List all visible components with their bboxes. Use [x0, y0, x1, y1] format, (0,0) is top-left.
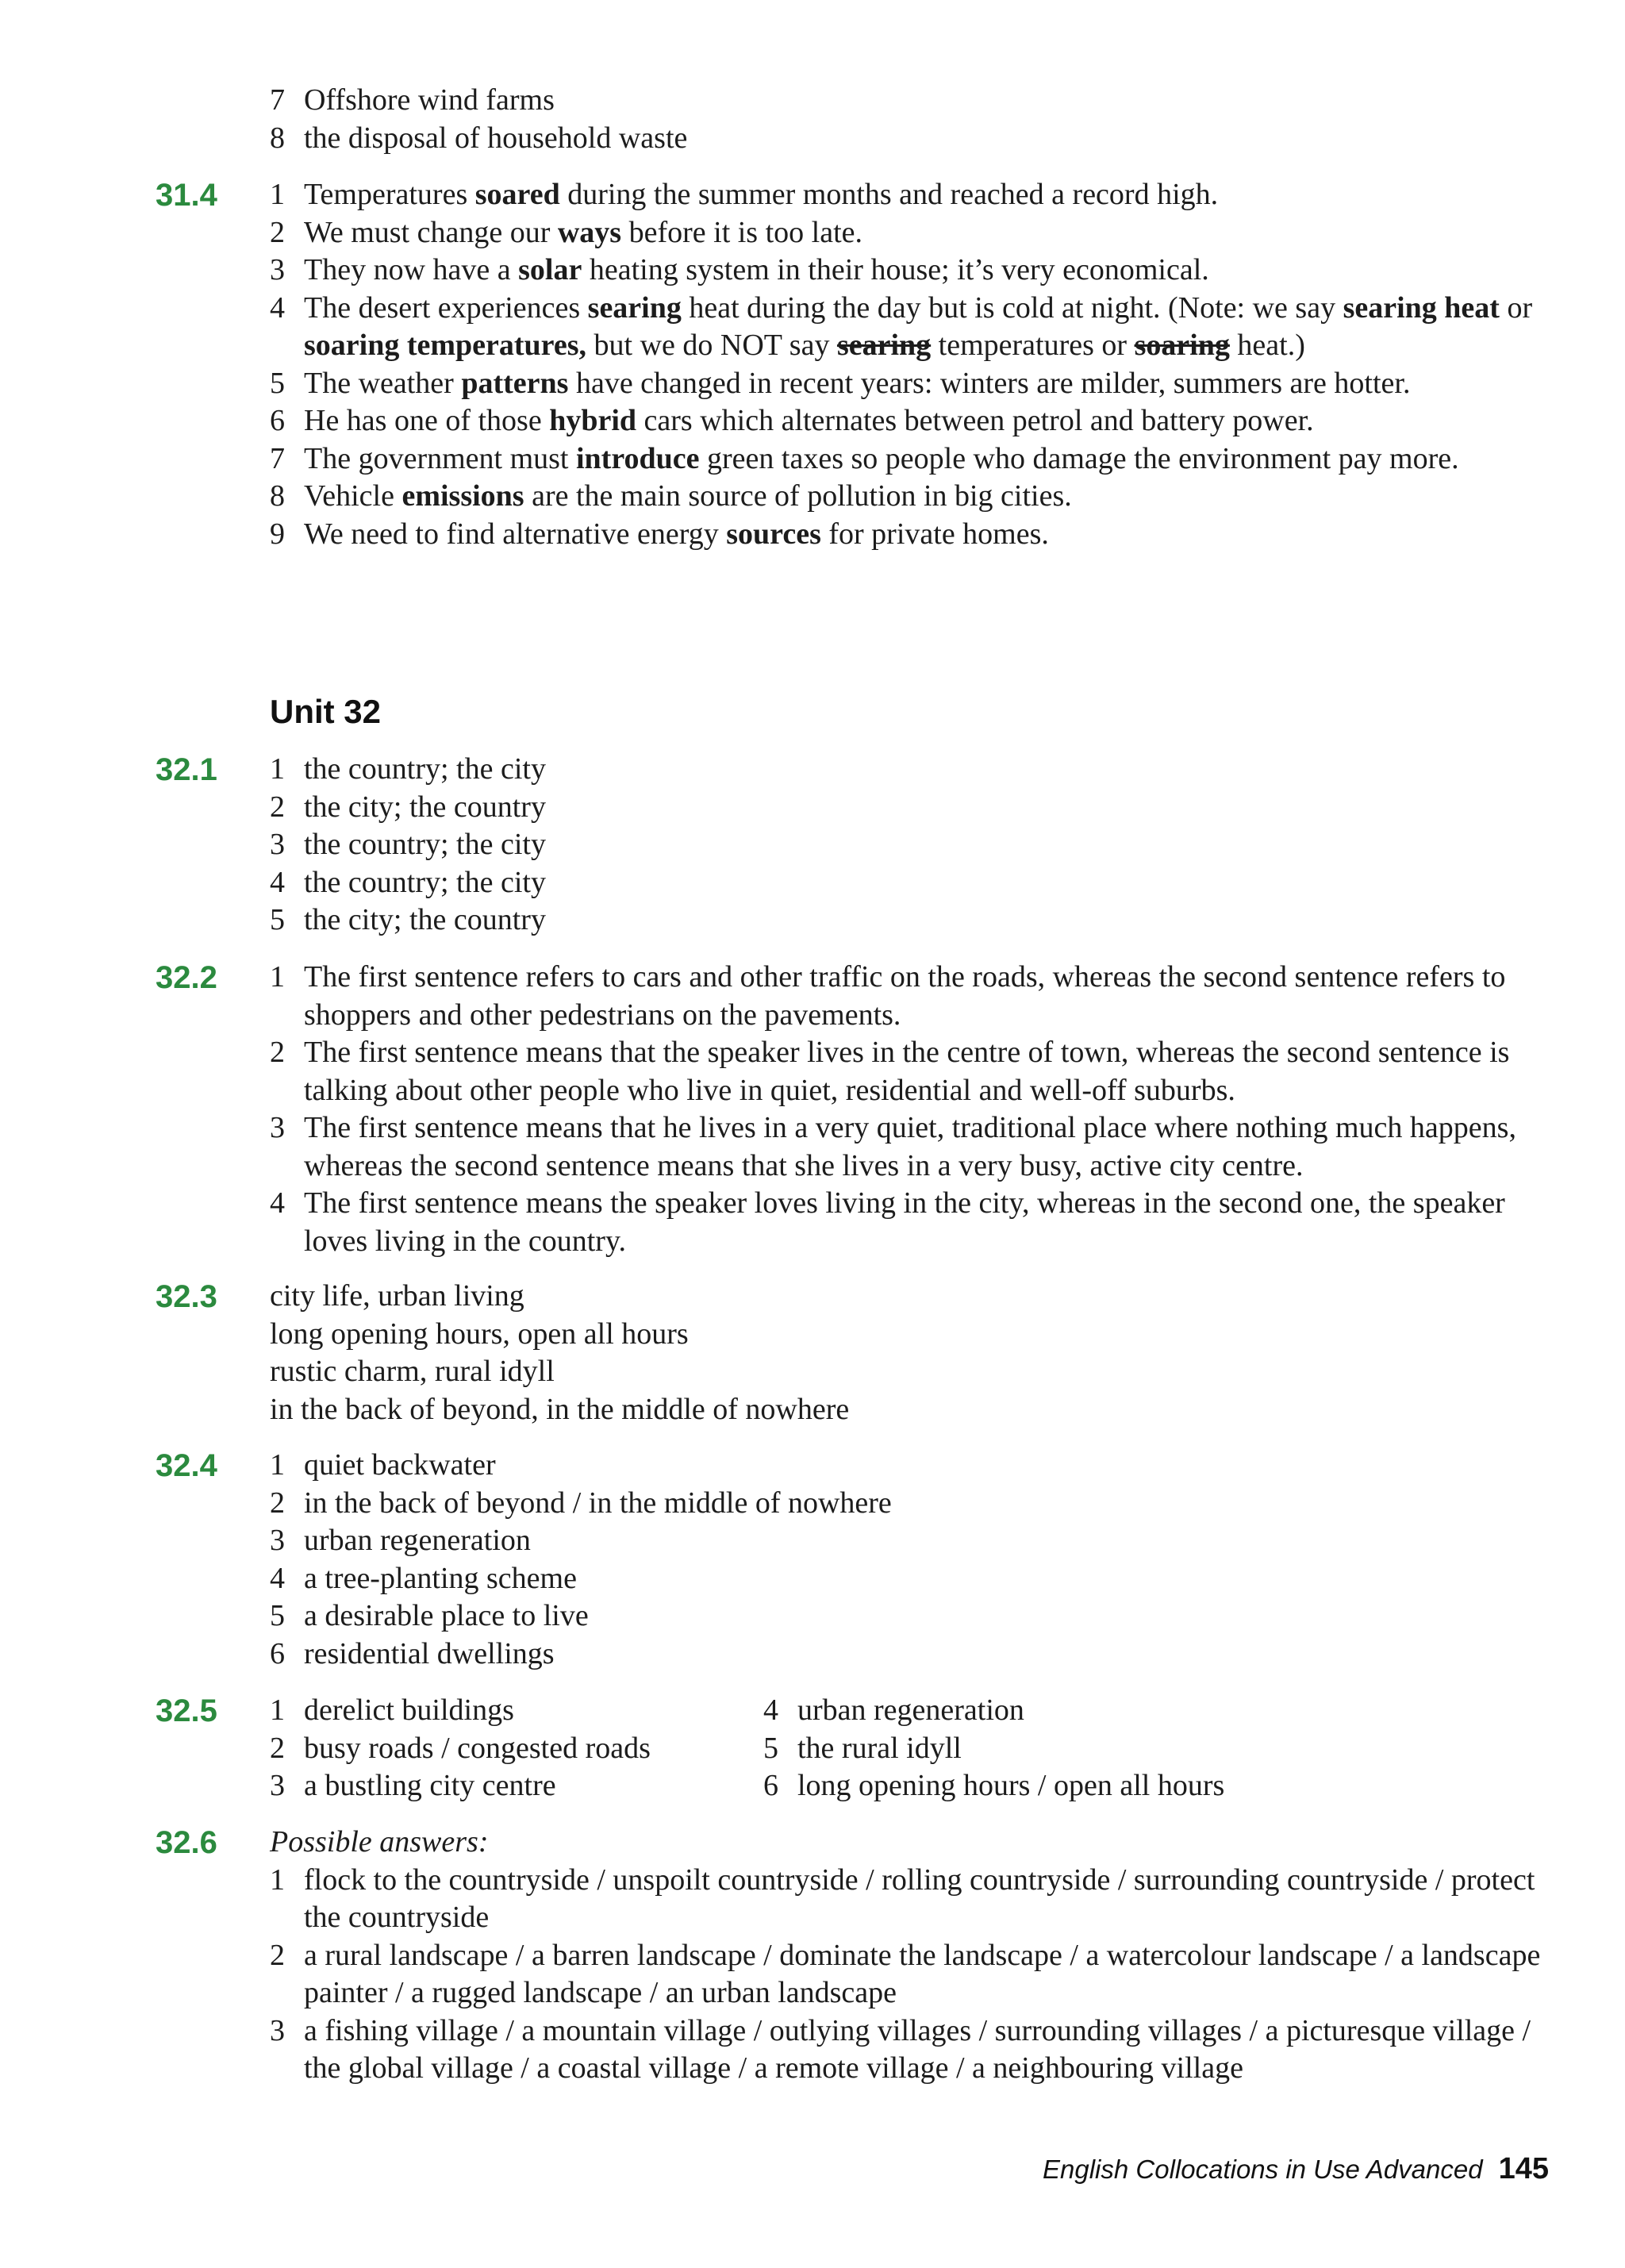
answer-list: [270, 1447, 1555, 1673]
item-number: 1: [270, 752, 285, 786]
item-number: 2: [270, 790, 285, 824]
answer-item: [763, 1730, 1257, 1768]
answer-item: [270, 120, 1555, 158]
answer-column-right: [763, 1692, 1257, 1805]
item-number: 6: [763, 1769, 778, 1802]
answer-list: [270, 82, 1555, 157]
answer-text: long opening hours / open all hours: [797, 1769, 1225, 1802]
item-number: 3: [270, 828, 285, 861]
item-number: 1: [270, 960, 285, 994]
answer-item: [270, 1862, 1555, 1937]
answer-text: quiet backwater: [304, 1448, 496, 1482]
answer-item: [270, 1597, 1555, 1636]
answer-item: [270, 365, 1555, 403]
answer-item: [270, 1692, 763, 1730]
exercise-number: 32.5: [156, 1693, 217, 1728]
item-number: 9: [270, 517, 285, 551]
answer-item: [270, 214, 1555, 252]
answer-item: [270, 1767, 763, 1805]
answer-item: long opening hours, open all hours: [270, 1317, 689, 1351]
answer-item: [763, 1692, 1257, 1730]
answer-text: They now have a solar heating system in their house; it’s very economical.: [304, 253, 1209, 286]
item-number: 6: [270, 1636, 285, 1670]
answer-text: a tree-planting scheme: [304, 1561, 577, 1595]
answer-item: [270, 826, 1555, 864]
item-number: 3: [270, 1524, 285, 1557]
answer-columns: [270, 1692, 1555, 1805]
exercise-number: 32.1: [156, 752, 217, 787]
item-number: 6: [270, 404, 285, 437]
answer-item: [270, 1109, 1555, 1185]
answer-item: [270, 959, 1555, 1034]
answer-text: derelict buildings: [304, 1693, 514, 1727]
answer-item: city life, urban living: [270, 1279, 524, 1313]
answer-text: Offshore wind farms: [304, 83, 555, 117]
answer-item: [270, 1730, 763, 1768]
answer-item: [270, 901, 1555, 940]
page-footer: [1043, 2152, 1549, 2186]
answer-item: [270, 516, 1555, 554]
answer-text: The first sentence refers to cars and other traffic on the roads, whereas the second sentence refers to shoppers and other pedestrians on the pavements.: [304, 960, 1506, 1032]
answer-list: [270, 1278, 1555, 1428]
answer-text: the disposal of household waste: [304, 121, 688, 155]
answer-item: [270, 751, 1555, 789]
answer-item: [270, 82, 1555, 120]
item-number: 1: [270, 1693, 285, 1727]
answer-text: residential dwellings: [304, 1636, 555, 1670]
answer-text: urban regeneration: [797, 1693, 1024, 1727]
exercise-number: 32.2: [156, 960, 217, 995]
page-number: 145: [1498, 2152, 1549, 2185]
exercise-number: 32.4: [156, 1448, 217, 1483]
answer-text: a desirable place to live: [304, 1599, 589, 1632]
item-number: 4: [270, 865, 285, 899]
answer-list: [270, 959, 1555, 1260]
answer-text: flock to the countryside / unspoilt countryside / rolling countryside / surrounding countryside / protect the countryside: [304, 1862, 1535, 1934]
item-number: 8: [270, 479, 285, 513]
answer-text: He has one of those hybrid cars which alternates between petrol and battery power.: [304, 404, 1314, 437]
answer-text: the country; the city: [304, 865, 546, 899]
item-number: 5: [270, 366, 285, 400]
exercise-number: 31.4: [156, 178, 217, 213]
answer-column-left: [270, 1692, 763, 1805]
answer-text: busy roads / congested roads: [304, 1731, 651, 1765]
item-number: 2: [270, 1938, 285, 1972]
answer-item: [270, 789, 1555, 827]
unit-heading: Unit 32: [270, 693, 382, 730]
answer-item: [270, 1185, 1555, 1260]
answer-text: a fishing village / a mountain village / outlying villages / surrounding villages / a picturesque village / the global village / a coastal village / a remote village / a neighbouring village: [304, 2013, 1531, 2085]
answer-item: [270, 402, 1555, 440]
item-number: 3: [270, 2013, 285, 2047]
answer-item: [270, 1485, 1555, 1523]
answer-text: urban regeneration: [304, 1524, 531, 1557]
answer-item: [270, 1560, 1555, 1598]
answer-item: [270, 440, 1555, 479]
book-title: English Collocations in Use Advanced: [1043, 2155, 1483, 2184]
answer-text: the country; the city: [304, 828, 546, 861]
answer-text: Temperatures soared during the summer months and reached a record high.: [304, 178, 1219, 211]
item-number: 4: [270, 1186, 285, 1220]
answer-text: The first sentence means that the speaker lives in the centre of town, whereas the second sentence is talking about other people who live in quiet, residential and well-off suburbs.: [304, 1036, 1510, 1107]
answer-item: [270, 2012, 1555, 2088]
answer-text: We need to find alternative energy sources for private homes.: [304, 517, 1049, 551]
answer-item: [270, 252, 1555, 290]
item-number: 3: [270, 1769, 285, 1802]
answer-text: The government must introduce green taxes so people who damage the environment pay more.: [304, 441, 1459, 475]
item-number: 5: [270, 1599, 285, 1632]
item-number: 2: [270, 1036, 285, 1069]
answer-item: [270, 1447, 1555, 1485]
answer-item: [270, 176, 1555, 214]
answer-item: rustic charm, rural idyll: [270, 1355, 555, 1388]
answer-list: [270, 176, 1555, 553]
answer-text: The first sentence means the speaker loves living in the city, whereas in the second one, the speaker loves living in the country.: [304, 1186, 1505, 1258]
answer-text: in the back of beyond / in the middle of nowhere: [304, 1486, 892, 1520]
item-number: 5: [270, 903, 285, 936]
item-number: 3: [270, 253, 285, 286]
answer-text: The first sentence means that he lives in a very quiet, traditional place where nothing much happens, whereas the second sentence means that she lives in a very busy, active city centre.: [304, 1111, 1516, 1182]
answer-text: a rural landscape / a barren landscape / dominate the landscape / a watercolour landscape / a landscape painter / a rugged landscape / an urban landscape: [304, 1938, 1541, 2009]
possible-answers-label: Possible answers:: [270, 1825, 489, 1859]
answer-text: Vehicle emissions are the main source of pollution in big cities.: [304, 479, 1072, 513]
item-number: 8: [270, 121, 285, 155]
item-number: 3: [270, 1111, 285, 1144]
item-number: 2: [270, 1731, 285, 1765]
answer-item: [763, 1767, 1257, 1805]
item-number: 5: [763, 1731, 778, 1765]
item-number: 1: [270, 178, 285, 211]
answer-item: [270, 864, 1555, 902]
item-number: 4: [270, 290, 285, 325]
answer-text: a bustling city centre: [304, 1769, 556, 1802]
item-number: 1: [270, 1448, 285, 1482]
item-number: 7: [270, 441, 285, 475]
answer-text: We must change our ways before it is too late.: [304, 215, 863, 249]
exercise-number: 32.6: [156, 1825, 217, 1860]
answer-list: [270, 1862, 1555, 2088]
item-number: 1: [270, 1862, 285, 1897]
answer-text: The weather patterns have changed in recent years: winters are milder, summers are hotter.: [304, 366, 1411, 400]
answer-item: [270, 478, 1555, 516]
answer-text: The desert experiences searing heat during the day but is cold at night. (Note: we say searing heat or soaring temperatures, but we do NOT say searing temperatures or soaring heat.): [304, 290, 1533, 362]
item-number: 4: [763, 1693, 778, 1727]
answer-item: [270, 1522, 1555, 1560]
exercise-number: 32.3: [156, 1279, 217, 1314]
answer-item: [270, 1034, 1555, 1109]
answer-text: the country; the city: [304, 752, 546, 786]
answer-text: the city; the country: [304, 790, 546, 824]
answer-item: [270, 290, 1555, 365]
answer-item: in the back of beyond, in the middle of nowhere: [270, 1392, 850, 1426]
item-number: 2: [270, 215, 285, 249]
answer-text: the city; the country: [304, 903, 546, 936]
item-number: 4: [270, 1561, 285, 1595]
answer-item: [270, 1937, 1555, 2012]
answer-list: [270, 751, 1555, 940]
item-number: 7: [270, 83, 285, 117]
answer-item: [270, 1636, 1555, 1674]
answer-block: [270, 1824, 1555, 2088]
answer-text: the rural idyll: [797, 1731, 962, 1765]
item-number: 2: [270, 1486, 285, 1520]
